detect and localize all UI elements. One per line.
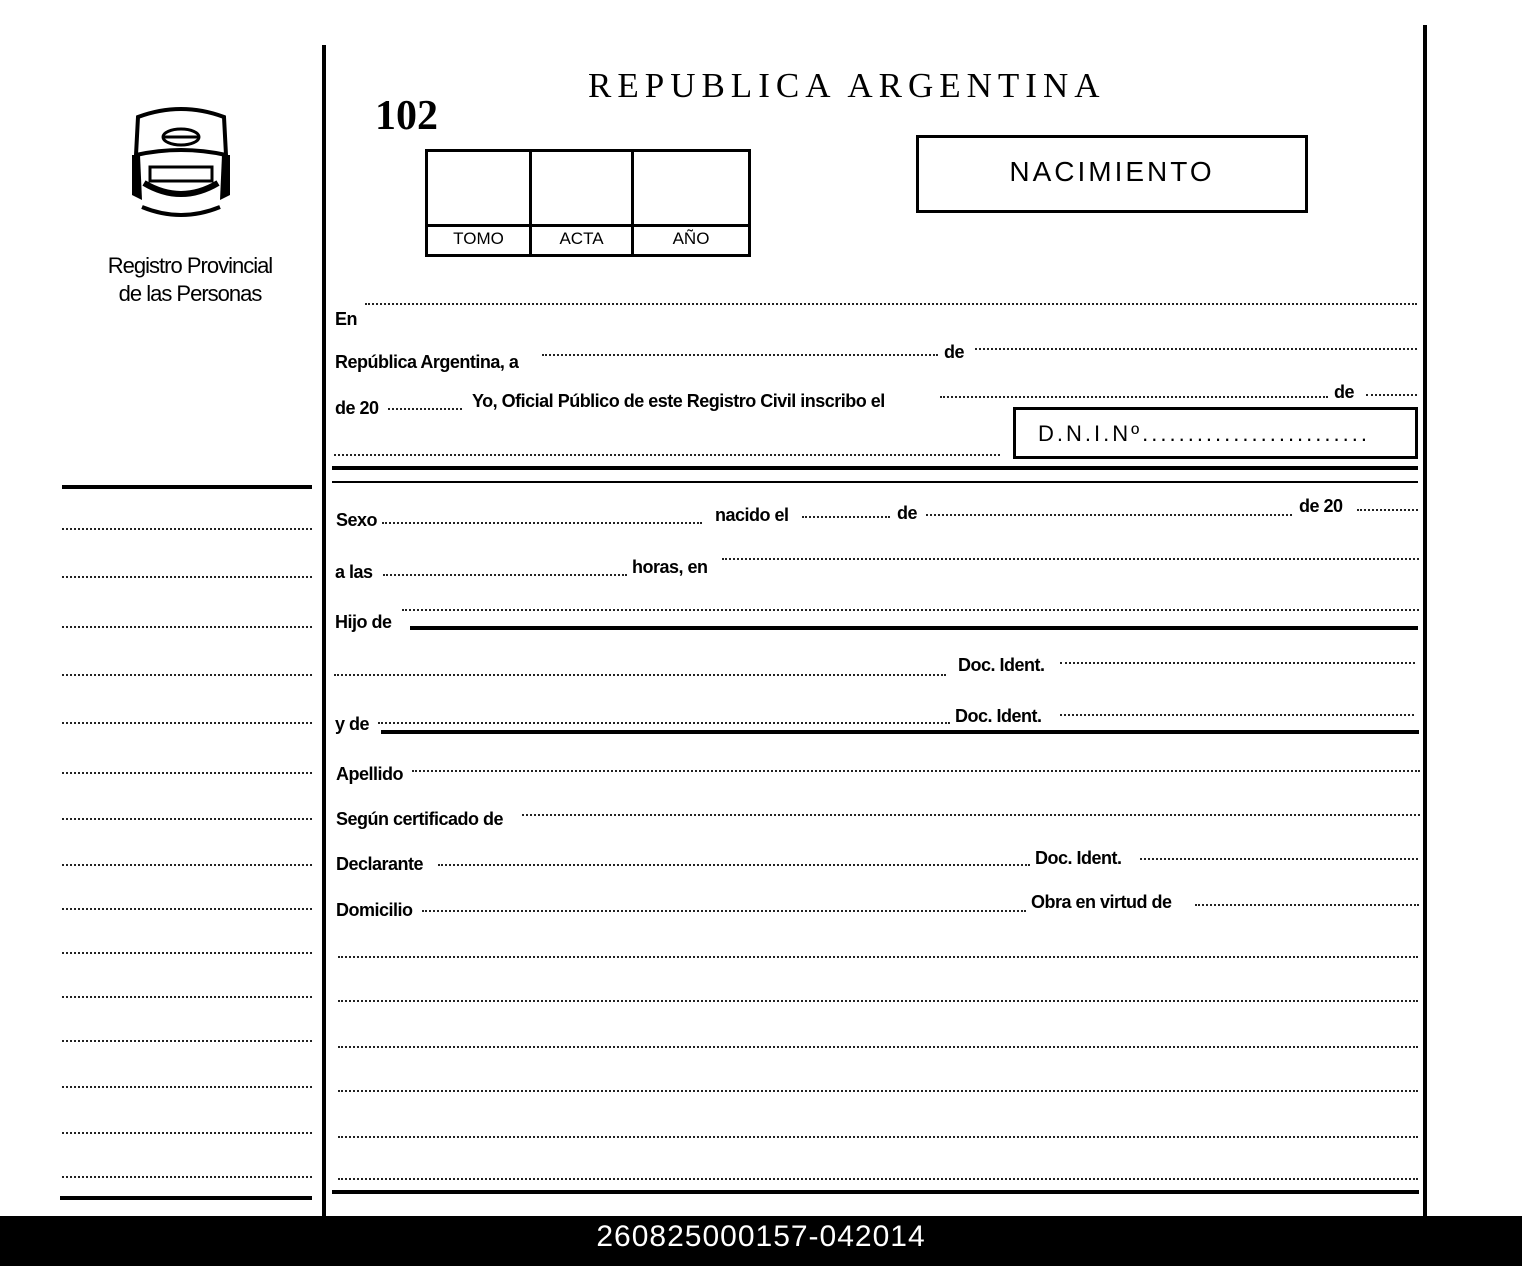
apellido-field[interactable] bbox=[412, 770, 1420, 772]
registry-line-2: de las Personas bbox=[118, 281, 262, 306]
record-type: NACIMIENTO bbox=[1009, 156, 1215, 187]
hora-field[interactable] bbox=[383, 574, 627, 576]
oficial-label: Yo, Oficial Público de este Registro Civil inscribo el bbox=[472, 391, 885, 411]
en-label: En bbox=[335, 309, 358, 329]
tomo-label: TOMO bbox=[453, 229, 504, 248]
alas-label: a las bbox=[335, 562, 373, 582]
left-margin-line bbox=[62, 1040, 312, 1042]
dni-label: D.N.I.Nº......................... bbox=[1038, 421, 1370, 446]
observaciones-line[interactable] bbox=[338, 1090, 1418, 1092]
footer-bar bbox=[0, 1216, 1522, 1266]
declarante-label: Declarante bbox=[336, 854, 424, 874]
en-field[interactable] bbox=[365, 303, 1417, 305]
section-rule bbox=[332, 481, 1418, 483]
blank-field[interactable] bbox=[334, 454, 1000, 456]
dia-field[interactable] bbox=[542, 354, 938, 356]
dni-box[interactable] bbox=[1013, 407, 1418, 459]
left-margin-line bbox=[62, 528, 312, 530]
left-margin-line bbox=[62, 772, 312, 774]
hijo-label: Hijo de bbox=[335, 612, 392, 632]
madre-field[interactable] bbox=[378, 722, 950, 724]
table-row-divider bbox=[428, 224, 748, 227]
anio-nacimiento-field[interactable] bbox=[1357, 509, 1418, 511]
doc-ident-label: Doc. Ident. bbox=[1035, 848, 1122, 868]
domicilio-field[interactable] bbox=[422, 910, 1026, 912]
left-top-rule bbox=[62, 485, 312, 489]
declarante-field[interactable] bbox=[438, 864, 1030, 866]
observaciones-line[interactable] bbox=[338, 956, 1418, 958]
padre-field[interactable] bbox=[402, 609, 1419, 611]
inscribo-field[interactable] bbox=[940, 396, 1328, 398]
left-divider bbox=[322, 45, 326, 1216]
domicilio-label: Domicilio bbox=[336, 900, 413, 920]
obra-field[interactable] bbox=[1195, 904, 1419, 906]
certificado-field[interactable] bbox=[522, 814, 1420, 816]
observaciones-line[interactable] bbox=[338, 1136, 1418, 1138]
registry-line-1: Registro Provincial bbox=[107, 253, 273, 278]
left-margin-line bbox=[62, 1086, 312, 1088]
doc-ident-field[interactable] bbox=[1060, 714, 1414, 716]
segun-label: Según certificado de bbox=[336, 809, 504, 829]
barcode-text: 260825000157-042014 bbox=[596, 1220, 926, 1253]
left-margin-line bbox=[62, 674, 312, 676]
padre-rule bbox=[410, 626, 1418, 630]
anio-field[interactable] bbox=[388, 408, 462, 410]
province-seal bbox=[128, 105, 234, 230]
de-label: de bbox=[897, 503, 918, 523]
inscribo-field-2[interactable] bbox=[1366, 394, 1417, 396]
apellido-label: Apellido bbox=[336, 764, 403, 784]
sexo-label: Sexo bbox=[336, 510, 378, 530]
doc-ident-field[interactable] bbox=[1060, 662, 1415, 664]
left-margin-line bbox=[62, 722, 312, 724]
left-margin-line bbox=[62, 626, 312, 628]
observaciones-line[interactable] bbox=[338, 1046, 1418, 1048]
page-title: REPUBLICA ARGENTINA bbox=[588, 66, 1106, 105]
tomo-acta-anio-table bbox=[425, 149, 751, 257]
observaciones-line[interactable] bbox=[338, 1000, 1418, 1002]
left-margin-line bbox=[62, 908, 312, 910]
left-margin-line bbox=[62, 576, 312, 578]
svg-text:~~~~~: ~~~~~ bbox=[160, 209, 202, 220]
nacido-field[interactable] bbox=[802, 516, 890, 518]
doc-ident-label: Doc. Ident. bbox=[955, 706, 1042, 726]
nacido-label: nacido el bbox=[715, 505, 789, 525]
left-margin-line bbox=[62, 996, 312, 998]
acta-label: ACTA bbox=[559, 229, 604, 248]
act-number: 102 bbox=[375, 93, 438, 139]
observaciones-line[interactable] bbox=[338, 1178, 1418, 1180]
doc-ident-field[interactable] bbox=[1140, 858, 1418, 860]
left-bottom-rule bbox=[60, 1196, 312, 1200]
de-label: de bbox=[1334, 382, 1355, 402]
sexo-field[interactable] bbox=[382, 522, 702, 524]
lugar-field[interactable] bbox=[722, 558, 1419, 560]
mes-nacimiento-field[interactable] bbox=[926, 514, 1292, 516]
record-type-box bbox=[916, 135, 1308, 213]
horas-label: horas, en bbox=[632, 557, 708, 577]
doc-ident-label: Doc. Ident. bbox=[958, 655, 1045, 675]
bottom-rule bbox=[332, 1190, 1419, 1194]
left-margin-line bbox=[62, 1132, 312, 1134]
madre-rule bbox=[381, 730, 1419, 734]
left-margin-line bbox=[62, 818, 312, 820]
obra-label: Obra en virtud de bbox=[1031, 892, 1172, 912]
mes-field[interactable] bbox=[975, 348, 1417, 350]
republica-label: República Argentina, a bbox=[335, 352, 519, 372]
right-border bbox=[1423, 25, 1427, 1216]
left-margin-line bbox=[62, 952, 312, 954]
yde-label: y de bbox=[335, 714, 370, 734]
left-margin-line bbox=[62, 864, 312, 866]
de20-label: de 20 bbox=[335, 398, 379, 418]
anio-label: AÑO bbox=[672, 229, 710, 248]
de20-label: de 20 bbox=[1299, 496, 1343, 516]
section-rule bbox=[332, 466, 1418, 470]
left-margin-line bbox=[62, 1176, 312, 1178]
de-label: de bbox=[944, 342, 965, 362]
padre-field-2[interactable] bbox=[334, 674, 946, 676]
registry-name bbox=[70, 252, 310, 308]
